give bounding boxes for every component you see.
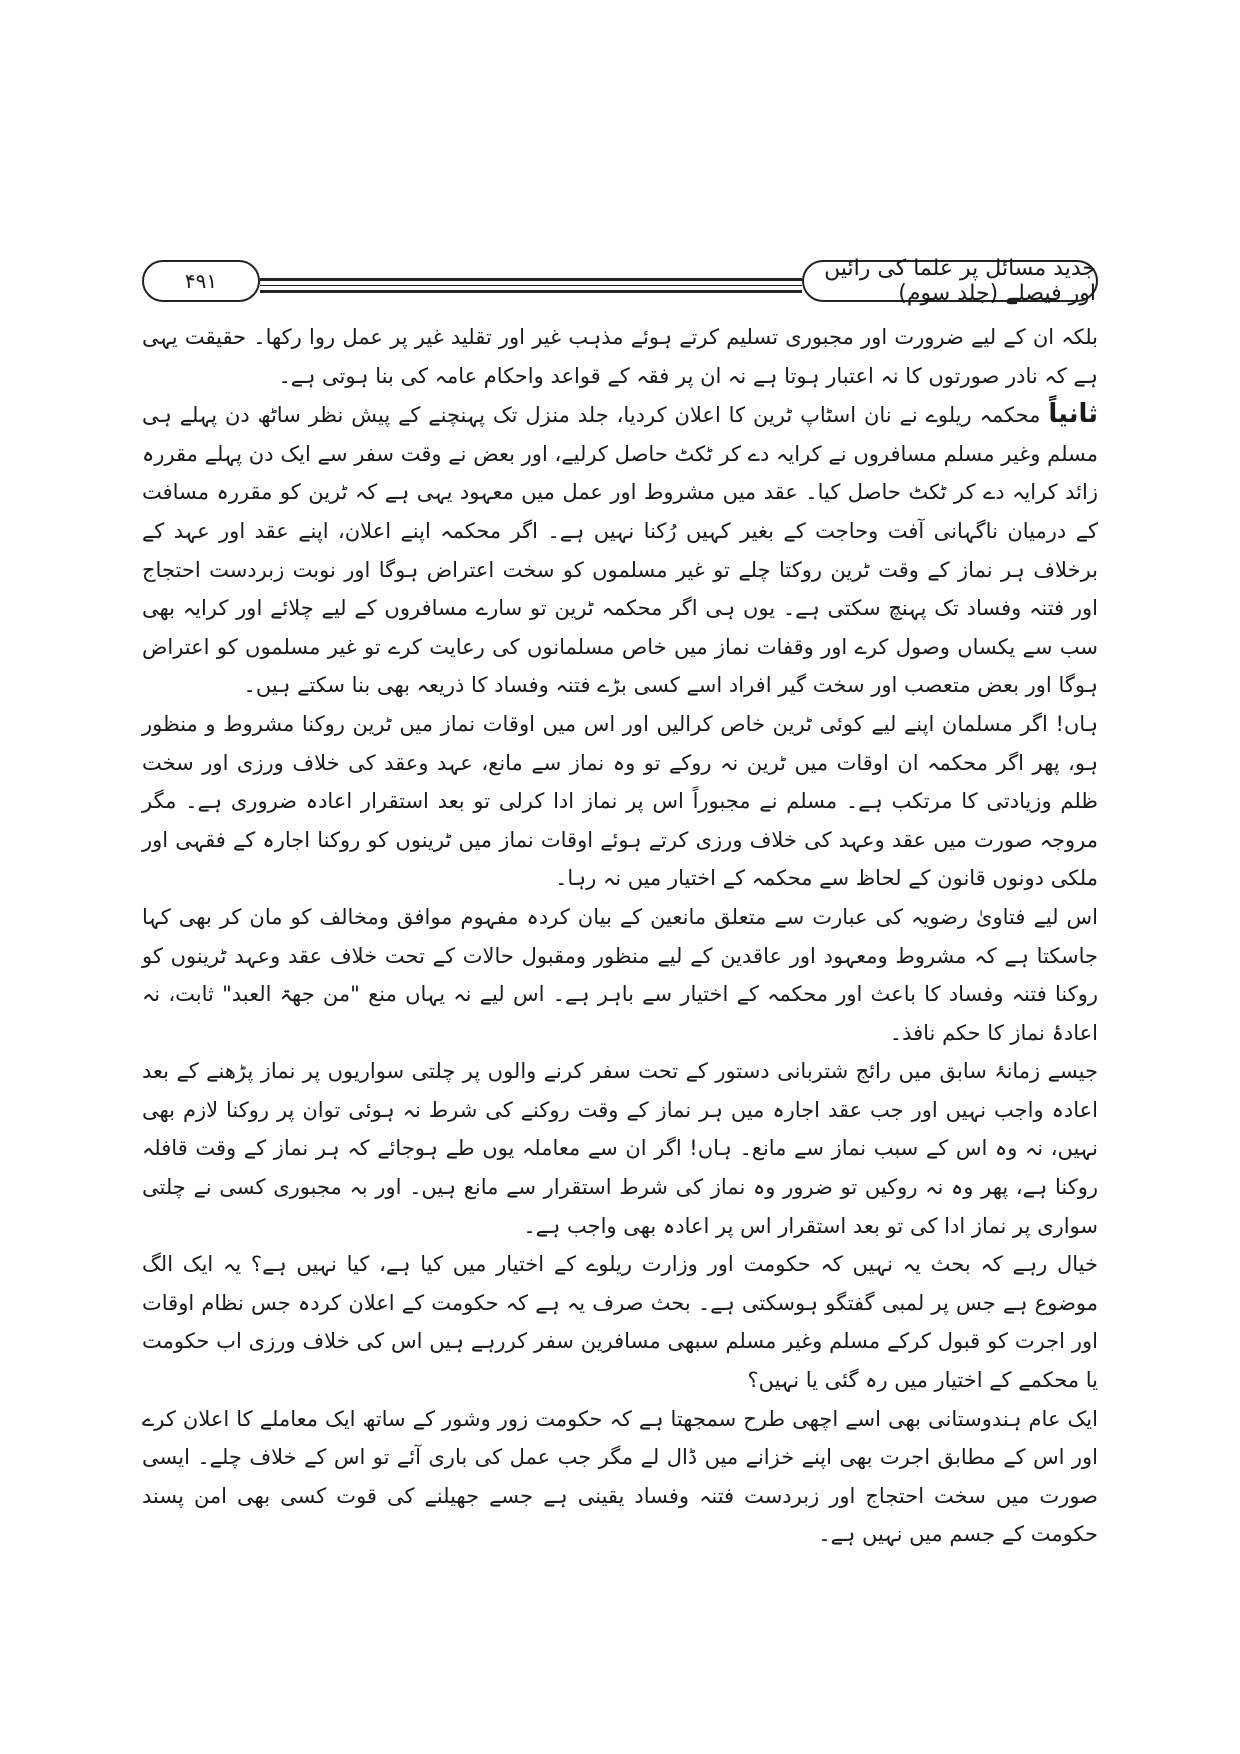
header-rule-thin [260, 285, 802, 286]
paragraph-text: ایک عام ہندوستانی بھی اسے اچھی طرح سمجھتا ہے کہ حکومت زور وشور کے ساتھ ایک معاملے کا اعلان کرے اور اس کے مطابق اجرت بھی اپنے خزانے میں ڈال لے مگر جب عمل کی باری آئے تو اس کے خلاف چلے۔ ایسی صورت میں سخت احتجاج اور زبردست فتنہ وفساد یقینی ہے جسے جھیلنے کی قوت کسی بھی امن پسند حکومت کے جسم میں نہیں ہے۔ [142, 1406, 1098, 1547]
paragraph-4 [142, 898, 1098, 1052]
paragraph-2 [142, 395, 1098, 705]
paragraph-text: محکمہ ریلوے نے نان اسٹاپ ٹرین کا اعلان کردیا، جلد منزل تک پہنچنے کے پیش نظر ساٹھ دن پہلے ہی مسلم وغیر مسلم مسافروں نے کرایہ دے کر ٹکٹ حاصل کرلیے، اور بعض نے وقت سفر سے ایک دن پہلے مقررہ زائد کرایہ دے کر ٹکٹ حاصل کیا۔ عقد میں مشروط اور عمل میں معہود یہی ہے کہ ٹرین کو مقررہ مسافت کے درمیان ناگہانی آفت وحاجت کے بغیر کہیں رُکنا نہیں ہے۔ اگر محکمہ اپنے اعلان، اپنے عقد اور عہد کے برخلاف ہر نماز کے وقت ٹرین روکتا چلے تو غیر مسلموں کو سخت اعتراض ہوگا اور نوبت زبردست احتجاج اور فتنہ وفساد تک پہنچ سکتی ہے۔ یوں ہی اگر محکمہ ٹرین تو سارے مسافروں کے لیے چلائے اور کرایہ بھی سب سے یکساں وصول کرے اور وقفات نماز میں خاص مسلمانوں کی رعایت کرے تو غیر مسلموں کو اعتراض ہوگا اور بعض متعصب اور سخت گیر افراد اسے کسی بڑے فتنہ وفساد کا ذریعہ بھی بنا سکتے ہیں۔ [142, 403, 1098, 698]
paragraph-7 [142, 1400, 1098, 1554]
paragraph-lead-word: ثانیاً [1048, 399, 1098, 430]
page-number: ۴۹۱ [142, 260, 260, 302]
header-rule [260, 290, 802, 293]
paragraph-6 [142, 1245, 1098, 1399]
header-rule [260, 278, 802, 281]
page-header [142, 258, 1098, 312]
page-body [142, 318, 1098, 1554]
paragraph-text: اس لیے فتاویٰ رضویہ کی عبارت سے متعلق مانعین کے بیان کردہ مفہوم موافق ومخالف کو مان کر بھی کہا جاسکتا ہے کہ مشروط ومعہود اور عاقدین کے لیے منظور ومقبول حالات کے تحت خلاف عقد وعہد ٹرینوں کو روکنا فتنہ وفساد کا باعث اور محکمہ کے اختیار سے باہر ہے۔ اس لیے نہ یہاں منع "من جھۃ العبد" ثابت، نہ اعادۂ نماز کا حکم نافذ۔ [142, 904, 1098, 1045]
paragraph-text: ہاں! اگر مسلمان اپنے لیے کوئی ٹرین خاص کرالیں اور اس میں اوقات نماز میں ٹرین روکنا مشروط و منظور ہو، پھر اگر محکمہ ان اوقات میں ٹرین نہ روکے تو وہ نماز سے مانع، عہد وعقد کی خلاف ورزی اور سخت ظلم وزیادتی کا مرتکب ہے۔ مسلم نے مجبوراً اس پر نماز ادا کرلی تو بعد استقرار اعادہ ضروری ہے۔ مگر مروجہ صورت میں عقد وعہد کی خلاف ورزی کرتے ہوئے اوقات نماز میں ٹرینوں کو روکنا اجارہ کے فقہی اور ملکی دونوں قانون کے لحاظ سے محکمہ کے اختیار میں نہ رہا۔ [142, 711, 1098, 891]
paragraph-5 [142, 1052, 1098, 1245]
paragraph-3 [142, 705, 1098, 898]
paragraph-1 [142, 318, 1098, 395]
paragraph-text: بلکہ ان کے لیے ضرورت اور مجبوری تسلیم کرتے ہوئے مذہب غیر اور تقلید غیر پر عمل روا رکھا۔ حقیقت یہی ہے کہ نادر صورتوں کا نہ اعتبار ہوتا ہے نہ ان پر فقہ کے قواعد واحکام عامہ کی بنا ہوتی ہے۔ [142, 325, 1098, 388]
paragraph-text: خیال رہے کہ بحث یہ نہیں کہ حکومت اور وزارت ریلوے کے اختیار میں کیا ہے، کیا نہیں ہے؟ یہ ایک الگ موضوع ہے جس پر لمبی گفتگو ہوسکتی ہے۔ بحث صرف یہ ہے کہ حکومت کے اعلان کردہ جس نظام اوقات اور اجرت کو قبول کرکے مسلم وغیر مسلم سبھی مسافرین سفر کررہے ہیں اس کی خلاف ورزی اب حکومت یا محکمے کے اختیار میں رہ گئی یا نہیں؟ [142, 1252, 1098, 1393]
paragraph-text: جیسے زمانۂ سابق میں رائج شتربانی دستور کے تحت سفر کرنے والوں پر چلتی سواریوں پر نماز پڑھنے کے بعد اعادہ واجب نہیں اور جب عقد اجارہ میں ہر نماز کے وقت روکنے کی شرط نہ ہوئی توان پر روکنا لازم بھی نہیں، نہ وہ اس کے سبب نماز سے مانع۔ ہاں! اگر ان سے معاملہ یوں طے ہوجائے کہ ہر نماز کے وقت قافلہ روکنا ہے، پھر وہ نہ روکیں تو ضرور وہ نماز کی شرط استقرار سے مانع ہیں۔ اور بہ مجبوری کسی نے چلتی سواری پر نماز ادا کی تو بعد استقرار اس پر اعادہ بھی واجب ہے۔ [142, 1059, 1098, 1238]
book-title: جدید مسائل پر علما کی رائیں اور فیصلے (جلد سوم) [802, 260, 1098, 302]
